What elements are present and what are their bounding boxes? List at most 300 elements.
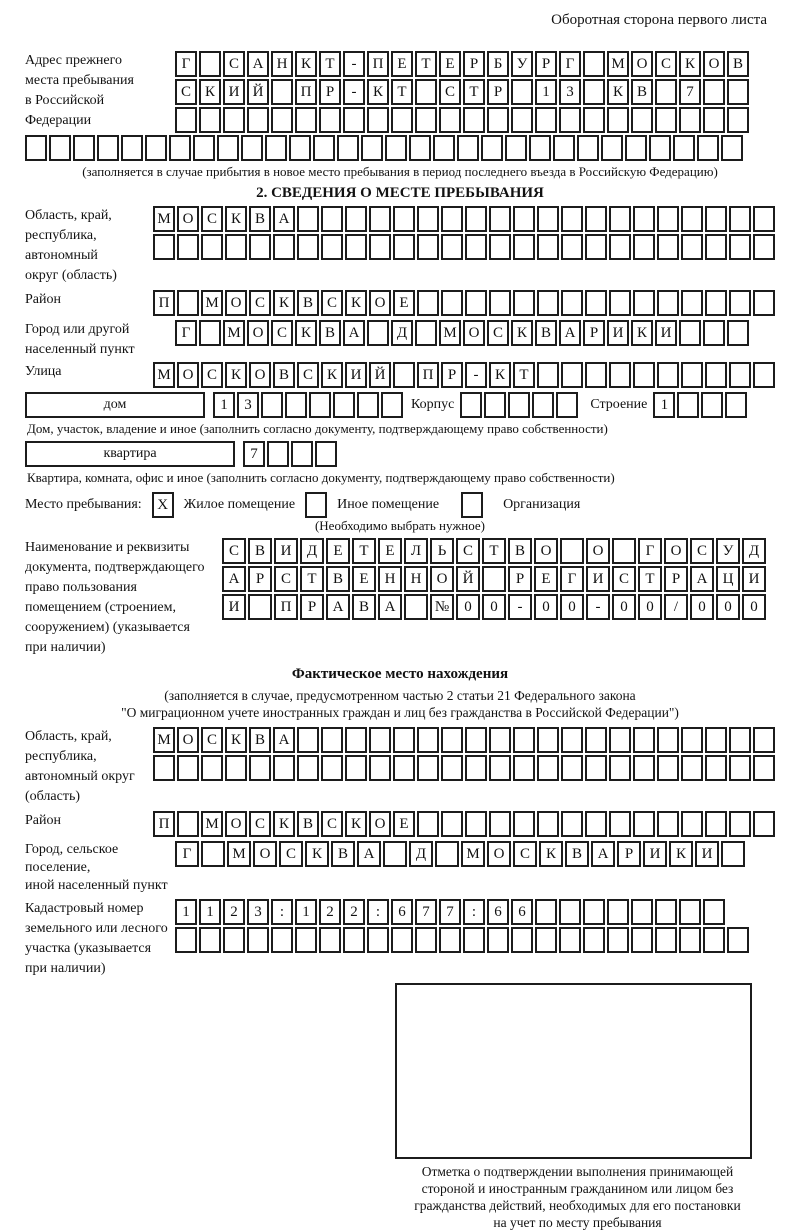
char-cell[interactable]: О — [369, 811, 391, 837]
char-cell[interactable] — [513, 727, 535, 753]
char-cell[interactable] — [489, 290, 511, 316]
char-cell[interactable]: 1 — [535, 79, 557, 105]
char-cell[interactable]: К — [345, 290, 367, 316]
char-cell[interactable]: 0 — [482, 594, 506, 620]
char-cell[interactable] — [585, 755, 607, 781]
char-cell[interactable]: : — [463, 899, 485, 925]
char-cell[interactable] — [465, 290, 487, 316]
char-cell[interactable] — [673, 135, 695, 161]
char-cell[interactable] — [121, 135, 143, 161]
char-cell[interactable] — [703, 899, 725, 925]
char-cell[interactable] — [273, 755, 295, 781]
char-cell[interactable]: В — [248, 538, 272, 564]
char-cell[interactable] — [609, 755, 631, 781]
char-cell[interactable]: А — [591, 841, 615, 867]
char-cell[interactable] — [537, 290, 559, 316]
char-cell[interactable] — [357, 392, 379, 418]
char-cell[interactable]: 1 — [295, 899, 317, 925]
char-cell[interactable] — [585, 206, 607, 232]
char-cell[interactable] — [345, 755, 367, 781]
char-cell[interactable] — [753, 755, 775, 781]
char-cell[interactable] — [291, 441, 313, 467]
char-cell[interactable]: И — [643, 841, 667, 867]
char-cell[interactable] — [703, 79, 725, 105]
char-cell[interactable] — [561, 727, 583, 753]
char-cell[interactable] — [705, 290, 727, 316]
char-cell[interactable] — [169, 135, 191, 161]
char-cell[interactable] — [729, 811, 751, 837]
char-cell[interactable]: А — [222, 566, 246, 592]
char-cell[interactable] — [273, 234, 295, 260]
char-cell[interactable] — [460, 392, 482, 418]
char-cell[interactable]: Т — [482, 538, 506, 564]
char-cell[interactable] — [439, 927, 461, 953]
char-cell[interactable] — [655, 79, 677, 105]
char-cell[interactable] — [729, 206, 751, 232]
char-cell[interactable]: 0 — [612, 594, 636, 620]
char-cell[interactable] — [333, 392, 355, 418]
char-cell[interactable]: Р — [463, 51, 485, 77]
char-cell[interactable]: Е — [378, 538, 402, 564]
char-cell[interactable]: О — [225, 290, 247, 316]
char-cell[interactable]: К — [295, 320, 317, 346]
char-cell[interactable]: А — [247, 51, 269, 77]
char-cell[interactable] — [583, 927, 605, 953]
char-cell[interactable] — [367, 107, 389, 133]
char-cell[interactable]: Н — [404, 566, 428, 592]
char-cell[interactable] — [655, 107, 677, 133]
char-cell[interactable] — [633, 206, 655, 232]
char-cell[interactable] — [409, 135, 431, 161]
char-cell[interactable]: К — [305, 841, 329, 867]
char-cell[interactable] — [721, 841, 745, 867]
char-cell[interactable] — [391, 107, 413, 133]
char-cell[interactable] — [249, 755, 271, 781]
char-cell[interactable] — [681, 234, 703, 260]
char-cell[interactable] — [753, 290, 775, 316]
char-cell[interactable] — [441, 811, 463, 837]
char-cell[interactable] — [559, 107, 581, 133]
char-cell[interactable]: И — [223, 79, 245, 105]
char-cell[interactable]: С — [321, 811, 343, 837]
char-cell[interactable] — [705, 234, 727, 260]
char-cell[interactable]: С — [655, 51, 677, 77]
char-cell[interactable]: К — [199, 79, 221, 105]
char-cell[interactable]: 2 — [343, 899, 365, 925]
char-cell[interactable]: Р — [319, 79, 341, 105]
char-cell[interactable]: - — [465, 362, 487, 388]
char-cell[interactable]: 0 — [560, 594, 584, 620]
char-cell[interactable] — [175, 107, 197, 133]
char-cell[interactable]: Г — [560, 566, 584, 592]
char-cell[interactable] — [457, 135, 479, 161]
char-cell[interactable] — [513, 290, 535, 316]
char-cell[interactable]: 7 — [415, 899, 437, 925]
char-cell[interactable] — [404, 594, 428, 620]
char-cell[interactable] — [655, 927, 677, 953]
char-cell[interactable] — [415, 79, 437, 105]
char-cell[interactable]: 0 — [456, 594, 480, 620]
char-cell[interactable] — [393, 362, 415, 388]
char-cell[interactable] — [727, 79, 749, 105]
char-cell[interactable] — [321, 755, 343, 781]
char-cell[interactable]: Е — [439, 51, 461, 77]
char-cell[interactable] — [681, 290, 703, 316]
char-cell[interactable] — [535, 899, 557, 925]
char-cell[interactable]: М — [439, 320, 461, 346]
char-cell[interactable]: Г — [175, 320, 197, 346]
char-cell[interactable] — [753, 727, 775, 753]
char-cell[interactable]: И — [655, 320, 677, 346]
char-cell[interactable] — [321, 727, 343, 753]
char-cell[interactable]: К — [273, 811, 295, 837]
char-cell[interactable] — [415, 320, 437, 346]
char-cell[interactable] — [729, 234, 751, 260]
char-cell[interactable] — [465, 811, 487, 837]
char-cell[interactable]: О — [369, 290, 391, 316]
char-cell[interactable]: Е — [326, 538, 350, 564]
char-cell[interactable] — [201, 841, 225, 867]
char-cell[interactable]: 0 — [742, 594, 766, 620]
char-cell[interactable]: : — [367, 899, 389, 925]
char-cell[interactable]: М — [153, 727, 175, 753]
char-cell[interactable] — [577, 135, 599, 161]
char-cell[interactable]: 0 — [534, 594, 558, 620]
char-cell[interactable]: В — [508, 538, 532, 564]
char-cell[interactable]: Т — [463, 79, 485, 105]
char-cell[interactable] — [223, 107, 245, 133]
char-cell[interactable] — [625, 135, 647, 161]
char-cell[interactable] — [607, 927, 629, 953]
char-cell[interactable] — [153, 234, 175, 260]
char-cell[interactable] — [489, 727, 511, 753]
char-cell[interactable] — [415, 107, 437, 133]
char-cell[interactable] — [681, 727, 703, 753]
char-cell[interactable] — [681, 811, 703, 837]
char-cell[interactable] — [537, 206, 559, 232]
char-cell[interactable] — [703, 107, 725, 133]
char-cell[interactable] — [677, 392, 699, 418]
char-cell[interactable] — [175, 927, 197, 953]
char-cell[interactable]: В — [727, 51, 749, 77]
char-cell[interactable] — [561, 362, 583, 388]
char-cell[interactable]: С — [513, 841, 537, 867]
char-cell[interactable] — [417, 811, 439, 837]
char-cell[interactable]: О — [430, 566, 454, 592]
char-cell[interactable]: М — [201, 811, 223, 837]
char-cell[interactable] — [705, 811, 727, 837]
char-cell[interactable] — [319, 107, 341, 133]
char-cell[interactable]: В — [249, 727, 271, 753]
char-cell[interactable] — [655, 899, 677, 925]
char-cell[interactable]: К — [511, 320, 533, 346]
char-cell[interactable]: Т — [300, 566, 324, 592]
char-cell[interactable] — [607, 899, 629, 925]
char-cell[interactable]: О — [225, 811, 247, 837]
char-cell[interactable] — [271, 927, 293, 953]
char-cell[interactable]: В — [326, 566, 350, 592]
char-cell[interactable] — [633, 811, 655, 837]
char-cell[interactable] — [727, 320, 749, 346]
char-cell[interactable] — [465, 234, 487, 260]
char-cell[interactable] — [657, 362, 679, 388]
char-cell[interactable]: О — [664, 538, 688, 564]
char-cell[interactable]: О — [586, 538, 610, 564]
char-cell[interactable]: Р — [583, 320, 605, 346]
char-cell[interactable]: К — [679, 51, 701, 77]
char-cell[interactable] — [679, 927, 701, 953]
char-cell[interactable] — [417, 727, 439, 753]
char-cell[interactable]: К — [631, 320, 653, 346]
char-cell[interactable]: Е — [352, 566, 376, 592]
stay-type-checkbox-organization[interactable] — [461, 492, 483, 518]
char-cell[interactable]: Р — [441, 362, 463, 388]
char-cell[interactable]: - — [508, 594, 532, 620]
char-cell[interactable]: А — [343, 320, 365, 346]
char-cell[interactable]: С — [175, 79, 197, 105]
char-cell[interactable]: Р — [487, 79, 509, 105]
char-cell[interactable]: О — [253, 841, 277, 867]
char-cell[interactable] — [441, 290, 463, 316]
char-cell[interactable]: Г — [175, 841, 199, 867]
char-cell[interactable] — [225, 234, 247, 260]
char-cell[interactable] — [177, 755, 199, 781]
char-cell[interactable] — [383, 841, 407, 867]
char-cell[interactable] — [199, 51, 221, 77]
char-cell[interactable]: Е — [393, 811, 415, 837]
char-cell[interactable]: А — [357, 841, 381, 867]
char-cell[interactable]: 0 — [690, 594, 714, 620]
char-cell[interactable]: И — [222, 594, 246, 620]
char-cell[interactable] — [489, 206, 511, 232]
char-cell[interactable] — [705, 727, 727, 753]
char-cell[interactable] — [297, 727, 319, 753]
char-cell[interactable] — [585, 811, 607, 837]
char-cell[interactable] — [463, 927, 485, 953]
char-cell[interactable] — [561, 811, 583, 837]
char-cell[interactable] — [583, 51, 605, 77]
char-cell[interactable] — [561, 206, 583, 232]
char-cell[interactable] — [297, 234, 319, 260]
char-cell[interactable]: И — [586, 566, 610, 592]
char-cell[interactable] — [369, 727, 391, 753]
char-cell[interactable]: И — [274, 538, 298, 564]
char-cell[interactable] — [417, 755, 439, 781]
char-cell[interactable]: С — [456, 538, 480, 564]
char-cell[interactable]: П — [417, 362, 439, 388]
char-cell[interactable] — [487, 107, 509, 133]
char-cell[interactable] — [465, 755, 487, 781]
char-cell[interactable]: Т — [513, 362, 535, 388]
char-cell[interactable]: К — [295, 51, 317, 77]
char-cell[interactable] — [385, 135, 407, 161]
char-cell[interactable]: С — [201, 727, 223, 753]
char-cell[interactable]: В — [352, 594, 376, 620]
char-cell[interactable]: Е — [391, 51, 413, 77]
char-cell[interactable] — [199, 107, 221, 133]
char-cell[interactable] — [505, 135, 527, 161]
char-cell[interactable]: С — [612, 566, 636, 592]
char-cell[interactable] — [585, 362, 607, 388]
char-cell[interactable] — [727, 107, 749, 133]
char-cell[interactable] — [441, 755, 463, 781]
char-cell[interactable]: 2 — [223, 899, 245, 925]
char-cell[interactable] — [583, 79, 605, 105]
char-cell[interactable] — [309, 392, 331, 418]
char-cell[interactable] — [343, 107, 365, 133]
char-cell[interactable] — [697, 135, 719, 161]
char-cell[interactable] — [753, 206, 775, 232]
char-cell[interactable] — [609, 727, 631, 753]
char-cell[interactable] — [511, 107, 533, 133]
char-cell[interactable]: Ь — [430, 538, 454, 564]
char-cell[interactable] — [513, 755, 535, 781]
char-cell[interactable] — [753, 362, 775, 388]
char-cell[interactable] — [489, 755, 511, 781]
char-cell[interactable]: С — [223, 51, 245, 77]
char-cell[interactable] — [261, 392, 283, 418]
char-cell[interactable]: Т — [415, 51, 437, 77]
char-cell[interactable] — [633, 755, 655, 781]
char-cell[interactable] — [561, 755, 583, 781]
char-cell[interactable]: К — [225, 362, 247, 388]
char-cell[interactable] — [247, 107, 269, 133]
char-cell[interactable]: Д — [409, 841, 433, 867]
char-cell[interactable] — [657, 206, 679, 232]
char-cell[interactable]: А — [559, 320, 581, 346]
char-cell[interactable] — [199, 927, 221, 953]
char-cell[interactable] — [73, 135, 95, 161]
char-cell[interactable]: А — [273, 727, 295, 753]
char-cell[interactable] — [631, 899, 653, 925]
char-cell[interactable] — [705, 206, 727, 232]
char-cell[interactable] — [361, 135, 383, 161]
char-cell[interactable]: Н — [378, 566, 402, 592]
char-cell[interactable]: П — [367, 51, 389, 77]
char-cell[interactable] — [249, 234, 271, 260]
char-cell[interactable]: П — [153, 811, 175, 837]
char-cell[interactable] — [609, 290, 631, 316]
char-cell[interactable] — [609, 362, 631, 388]
char-cell[interactable] — [201, 234, 223, 260]
char-cell[interactable]: № — [430, 594, 454, 620]
char-cell[interactable] — [295, 107, 317, 133]
char-cell[interactable] — [729, 755, 751, 781]
char-cell[interactable]: 0 — [638, 594, 662, 620]
char-cell[interactable] — [657, 755, 679, 781]
char-cell[interactable] — [265, 135, 287, 161]
char-cell[interactable]: С — [249, 290, 271, 316]
stay-type-checkbox-residential[interactable]: X — [152, 492, 174, 518]
char-cell[interactable]: Р — [535, 51, 557, 77]
char-cell[interactable] — [435, 841, 459, 867]
char-cell[interactable] — [585, 290, 607, 316]
char-cell[interactable] — [271, 107, 293, 133]
char-cell[interactable]: М — [461, 841, 485, 867]
char-cell[interactable]: А — [690, 566, 714, 592]
char-cell[interactable] — [345, 234, 367, 260]
char-cell[interactable] — [248, 594, 272, 620]
char-cell[interactable]: С — [297, 362, 319, 388]
char-cell[interactable] — [315, 441, 337, 467]
char-cell[interactable]: В — [273, 362, 295, 388]
char-cell[interactable] — [343, 927, 365, 953]
char-cell[interactable] — [559, 927, 581, 953]
char-cell[interactable]: О — [177, 206, 199, 232]
char-cell[interactable] — [559, 899, 581, 925]
char-cell[interactable] — [537, 811, 559, 837]
char-cell[interactable] — [345, 206, 367, 232]
char-cell[interactable]: У — [511, 51, 533, 77]
char-cell[interactable]: Р — [300, 594, 324, 620]
char-cell[interactable]: 6 — [511, 899, 533, 925]
char-cell[interactable] — [703, 927, 725, 953]
char-cell[interactable]: Й — [456, 566, 480, 592]
char-cell[interactable]: О — [247, 320, 269, 346]
char-cell[interactable]: И — [345, 362, 367, 388]
char-cell[interactable] — [657, 811, 679, 837]
char-cell[interactable]: В — [331, 841, 355, 867]
char-cell[interactable]: Д — [391, 320, 413, 346]
char-cell[interactable]: Е — [534, 566, 558, 592]
char-cell[interactable] — [433, 135, 455, 161]
char-cell[interactable]: - — [343, 79, 365, 105]
char-cell[interactable] — [729, 727, 751, 753]
char-cell[interactable]: С — [271, 320, 293, 346]
char-cell[interactable] — [177, 290, 199, 316]
char-cell[interactable] — [753, 234, 775, 260]
char-cell[interactable] — [561, 290, 583, 316]
char-cell[interactable] — [417, 290, 439, 316]
char-cell[interactable]: - — [586, 594, 610, 620]
char-cell[interactable] — [607, 107, 629, 133]
char-cell[interactable]: М — [153, 206, 175, 232]
char-cell[interactable] — [345, 727, 367, 753]
char-cell[interactable] — [463, 107, 485, 133]
char-cell[interactable] — [721, 135, 743, 161]
house-field[interactable]: дом — [25, 392, 205, 418]
char-cell[interactable] — [481, 135, 503, 161]
char-cell[interactable] — [535, 107, 557, 133]
char-cell[interactable]: О — [249, 362, 271, 388]
char-cell[interactable] — [393, 727, 415, 753]
char-cell[interactable] — [681, 755, 703, 781]
char-cell[interactable]: Л — [404, 538, 428, 564]
char-cell[interactable] — [193, 135, 215, 161]
char-cell[interactable] — [482, 566, 506, 592]
char-cell[interactable]: С — [279, 841, 303, 867]
char-cell[interactable] — [561, 234, 583, 260]
char-cell[interactable] — [487, 927, 509, 953]
char-cell[interactable]: М — [223, 320, 245, 346]
char-cell[interactable] — [321, 206, 343, 232]
char-cell[interactable]: У — [716, 538, 740, 564]
char-cell[interactable] — [535, 927, 557, 953]
char-cell[interactable]: М — [201, 290, 223, 316]
char-cell[interactable]: 6 — [391, 899, 413, 925]
char-cell[interactable] — [560, 538, 584, 564]
char-cell[interactable]: Г — [638, 538, 662, 564]
char-cell[interactable]: Р — [508, 566, 532, 592]
char-cell[interactable]: Р — [664, 566, 688, 592]
char-cell[interactable] — [553, 135, 575, 161]
char-cell[interactable] — [267, 441, 289, 467]
char-cell[interactable]: С — [201, 362, 223, 388]
char-cell[interactable] — [153, 755, 175, 781]
char-cell[interactable] — [295, 927, 317, 953]
char-cell[interactable] — [633, 362, 655, 388]
char-cell[interactable]: О — [534, 538, 558, 564]
